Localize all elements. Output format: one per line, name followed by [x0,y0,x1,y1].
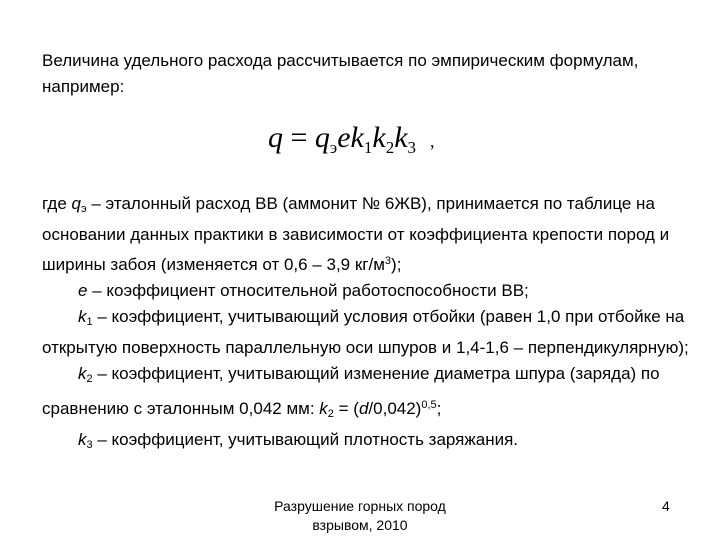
definition-e [42,278,692,304]
definition-k3-sub: 3 [86,439,93,451]
definition-k2-text: – коэффициент, учитывающий изменение диаметра шпура (заряда) по сравнению с эталонным 0,042 мм: [42,364,660,418]
definition-k2-symbol-2: k [319,399,328,418]
definition-k1 [42,304,692,361]
page-number: 4 [662,498,670,514]
definition-qe-text: – эталонный расход ВВ (аммонит № 6ЖВ), принимается по таблице на основании данных практики в зависимости от коэффициента крепости пород и ширины забоя (изменяется от 0,6 – 3,9 кг/м [42,194,670,274]
formula-q-sub: э [329,138,338,157]
definition-e-symbol: e [78,281,88,300]
definition-e-text: – коэффициент относительной работоспособности ВВ; [87,281,529,300]
definition-k2-sub-2: 2 [327,408,334,420]
formula-k2-sub: 2 [385,138,395,157]
formula-q: q [314,121,330,154]
definition-k2-tail: ; [436,399,442,418]
definition-qe-sub: э [81,203,87,215]
formula-k1: k [350,121,364,154]
definition-qe-prefix: где [42,194,72,213]
formula-comma: , [430,131,435,151]
formula-k1-sub: 1 [363,138,373,157]
definition-k3 [42,427,692,458]
formula-k2: k [372,121,386,154]
definition-k1-sub: 1 [86,316,93,328]
formula-k3-sub: 3 [407,138,417,157]
definition-k3-text: – коэффициент, учитывающий плотность заряжания. [92,430,519,449]
intro-paragraph: Величина удельного расхода рассчитывается по эмпирическим формулам, например: [42,51,639,96]
formula-equals: = [283,121,315,154]
definition-qe-sup: 3 [384,255,392,267]
definition-qe-tail: ); [391,255,402,274]
definition-k2-sup: 0,5 [421,399,437,411]
definition-k2-mid: = ( [333,399,359,418]
definition-k2-d: d [358,399,369,418]
definition-k2-after-d: /0,042) [368,399,422,418]
formula [268,118,435,168]
definition-k2 [42,361,692,427]
formula-lhs: q [268,121,283,154]
definition-qe [42,191,692,278]
footer-source: Разрушение горных пород взрывом, 2010 [274,498,446,533]
formula-k3: k [394,121,408,154]
formula-e: e [337,121,351,154]
definition-k1-symbol: k [78,307,87,326]
definition-k1-text: – коэффициент, учитывающий условия отбойки (равен 1,0 при отбойке на открытую поверхность параллельную оси шпуров и 1,4-1,6 – перпендикулярную); [42,307,689,357]
definition-k2-sub: 2 [86,373,93,385]
definitions [42,191,692,458]
definition-qe-symbol: q [71,194,82,213]
definition-k2-symbol: k [78,364,87,383]
definition-k3-symbol: k [78,430,87,449]
